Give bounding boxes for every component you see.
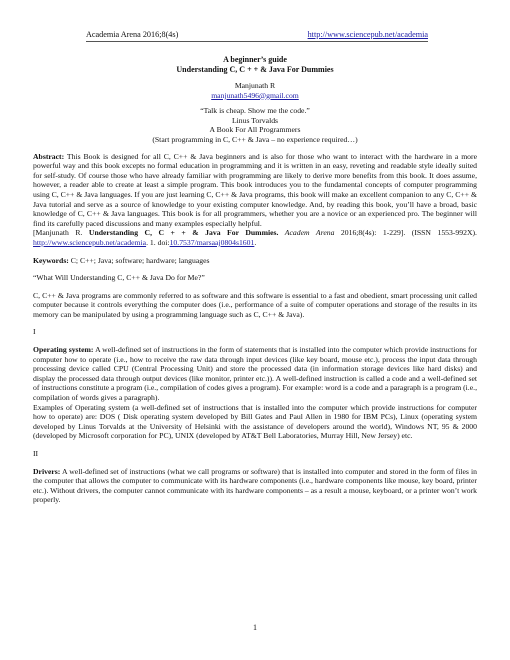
operating-system-paragraph: [33, 345, 477, 403]
article-body: [33, 55, 477, 505]
running-header: [86, 30, 428, 40]
epigraph-quote: “Talk is cheap. Show me the code.”: [200, 106, 310, 116]
drivers-text: A well-defined set of instructions (what we call programs or software) that is installed into computer and stored in the form of files in the computer that allows the computer to communicate with its hardware components (i.e., hardware components like mouse, key board, printer etc.). Without drivers, the computer cannot communicate with its hardware components – as a result a mouse, keyboard, or a printer won’t work properly.: [33, 466, 477, 505]
author-email-link[interactable]: manjunath5496@gmail.com: [211, 90, 299, 100]
citation-title: Understanding C, C + + & Java For Dummies.: [88, 228, 279, 238]
section-heading-i: I: [33, 327, 36, 337]
citation: [33, 228, 477, 247]
epigraph-author: Linus Torvalds: [231, 115, 279, 125]
intro-paragraph: C, C++ & Java programs are commonly referred to as software and this software is essential to a fast and obedient, smart processing unit called computer because it controls everything the computer does (i.e., performance of a suite of computer operations and storage of the results in its memory can be manipulated by using a programming language such as C, C++ & Java).: [33, 290, 477, 319]
abstract-label: Abstract:: [33, 151, 65, 161]
operating-system-examples: Examples of Operating system (a well-defined set of instructions that is installed into the computer which provide instructions for computer how to operate) are: DOS ( Disk operating system developed by Bill Gates and Paul Allen in 1980 for IBM PCs), Linux (operating system developed by Linus Torvalds at the University of Helsinki with the assistance of developers around the world), Windows NT, 95 & 2000 (developed by Microsoft corporation for PC), UNIX (developed by AT&T Bell Laboratories, Murray Hill, New Jersey) etc.: [33, 402, 477, 441]
keywords: [33, 256, 477, 266]
citation-url-link[interactable]: http://www.sciencepub.net/academia: [33, 237, 147, 247]
operating-system-label: Operating system:: [33, 345, 94, 355]
subtitle-2: (Start programming in C, C++ & Java – no experience required…): [152, 134, 358, 144]
page-number: 1: [253, 623, 257, 632]
citation-prefix: [Manjunath R.: [33, 228, 89, 238]
subtitle-1: A Book For All Programmers: [209, 125, 301, 135]
author-name: Manjunath R: [234, 81, 276, 90]
citation-details: 2016;8(4s): 1-229]. (ISSN 1553-992X).: [334, 228, 477, 238]
section-heading-ii: II: [33, 449, 39, 458]
journal-url-link[interactable]: http://www.sciencepub.net/academia: [307, 30, 428, 39]
drivers-paragraph: [33, 467, 477, 505]
citation-journal: Academ Arena: [278, 228, 335, 238]
citation-doi-link[interactable]: 10.7537/marsaaj0804s1601: [169, 237, 255, 247]
citation-end: .: [254, 237, 257, 247]
abstract-text: This Book is designed for all C, C++ & Java beginners and is also for those who want to interact with the hardware in a more powerful way and this book excepts no formal education in programming and it is written in an easy, reveting and readable style ideally suited for self-study. Of course those who have already familiar with programming are likely to derive more benefits from this book. It does assume, however, a reader able to create at least a simple program. This book introduces you to the fundamental concepts of computer programming using C, C++ & Java languages. If you are just learning C, C++ & Java programs, this book will make an excellent companion to any C, C++ & Java tutorial and serve as a source of knowledge to your existing computer knowledge. And, by reading this book, you’ll have a broad, basic knowledge of C, C++ & Java languages. This book is for all programmers, whether you are a novice or an experienced pro. The beginner will find its carefully paced discussions and many examples especially helpful.: [33, 151, 477, 228]
operating-system-text: A well-defined set of instructions in the form of statements that is installed into the computer which provide instructions for computer how to operate (i.e., how to receive the raw data through input devices (like key board, mouse etc.), process the input data through processing device called CPU (Central Processing Unit) and store the processed data (in information storage devices like hard disks) and display the processed data through output devices (like monitor, printer etc.)). A well-defined instruction is called a code and a well-defined set of instructions constitute a program (i.e., compilation of codes gives a program). For example: word is a code and a paragraph is a program (i.e., compilation of words gives a paragraph).: [33, 345, 477, 403]
journal-header: Academia Arena 2016;8(4s): [86, 30, 179, 39]
header-rule: [86, 41, 428, 42]
keywords-text: C; C++; Java; software; hardware; languages: [68, 255, 210, 265]
keywords-label: Keywords:: [33, 255, 69, 265]
citation-doi-prefix: . 1. doi:: [146, 237, 170, 247]
drivers-label: Drivers:: [33, 466, 61, 476]
section-question: “What Will Understanding C, C++ & Java Do for Me?”: [33, 273, 205, 283]
title-line-1: A beginner’s guide: [223, 55, 287, 64]
abstract: [33, 152, 477, 229]
title-line-2: Understanding C, C + + & Java For Dummies: [176, 65, 334, 74]
